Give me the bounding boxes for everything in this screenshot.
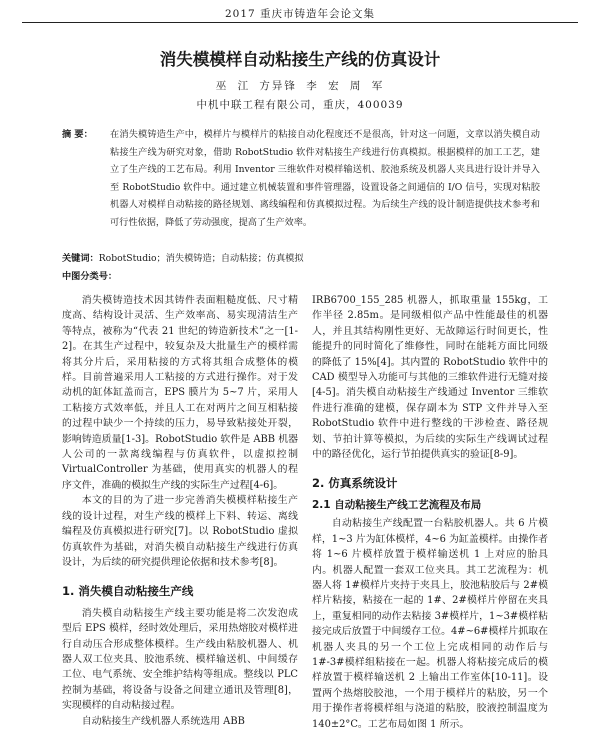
paragraph: 消失模自动粘接生产线主要功能是将二次发泡成型后 EPS 模样，经时效处理后，采用热熔胶对模样进行自动压合形成整体模样。生产线由粘胶机器人、机器人双工位夹具、胶池系统、模样输送机、中间缓存工位、电气系统、安全维护结构等组成。整线以 PLC 控制为基础，将设备与设备之间建立通讯及管理[8]，实现模样的自动粘接过程。: [62, 607, 298, 712]
abstract: [62, 126, 540, 231]
running-title: 2017 重庆市铸造年会论文集: [224, 8, 376, 20]
authors: 巫 江 方异锋 李 宏 周 军: [215, 80, 385, 92]
keywords-label: 关键词：: [62, 253, 99, 264]
paragraph: 自动粘接生产线机器人系统选用 ABB: [81, 715, 245, 727]
classification: 中图分类号：: [62, 271, 118, 282]
left-column: [62, 293, 298, 729]
abstract-label: 摘 要：: [62, 129, 93, 140]
paragraph: 本文的目的为了进一步完善消失模模样粘接生产线的设计过程，对生产线的模样上下料、转运、离线编程及仿真模拟进行研究[7]。以 RobotStudio 虚拟仿真软件为基础，对消失模自动粘接生产线进行仿真设计，为后续的研究提供理论依据和技术参考[8]。: [62, 495, 298, 568]
paragraph: 自动粘接生产线配置一台粘胶机器人。共 6 片模样，1~3 片为缸体模样，4~6 为缸盖模样。由操作者将 1~6 片模样放置于模样输送机 1 上对应的胎具内。机器人配置一套双工位夹具。其工艺流程为：机器人将 1#模样片夹持于夹具上，胶池粘胶后与 2#模样片粘接，粘接在一起的 1#、2#模样片停留在夹具上，重复相同的动作去粘接 3#模样片，1~3#模样粘接完成后放置于中间缓存工位。4#~6#模样片抓取在机器人夹具的另一个工位上完成相同的动作后与 1#-3#模样组粘接在一起。机器人将粘接完成后的模样放置于模样输送机 2 上输出工作室体[10-11]。设置两个热熔胶胶池，一个用于模样片的粘胶，另一个用于操作者将模样组与浇道的粘胶，胶液控制温度为 140±2°C。工艺布局如图 1 所示。: [312, 518, 548, 730]
paragraph: IRB6700_155_285 机器人，抓取重量 155kg，工作半径 2.85m。是同级相似产品中性能最佳的机器人，并且其结构刚性更好、无故障运行时间更长，性能提升的同时简化了维修性，同时在能耗方面比同级的降低了 15%[4]。其内置的 RobotStudio 软件中的 CAD 模型导入功能可与其他的三维软件进行无缝对接[4-5]。消失模自动粘接生产线通过 Inventor 三维软件进行准确的建模，保存副本为 STP 文件并导入至 RobotStudio 软件中进行整线的干涉检查、路径规划、节拍计算等模拟，为后续的实际生产线调试过程中的路径优化，运行节拍提供真实的验证[8-9]。: [312, 295, 548, 461]
paragraph: 消失模铸造技术因其铸件表面粗糙度低、尺寸精度高、结构设计灵活、生产效率高、易实现清洁生产等特点，被称为“代表 21 世纪的铸造新技术”之一[1-2]。在其生产过程中，较复杂及大批量生产的模样需将其分片后，采用粘接的方式将其组合成整体的模样。目前普遍采用人工粘接的方式进行操作。对于发动机的缸体缸盖而言，EPS 膜片为 5~7 片，采用人工粘接方式效率低，并且人工在对两片之间互相粘接的过程中缺少一个持续的压力，易导致粘接处开裂，影响铸造质量[1-3]。RobotStudio 软件是 ABB 机器人公司的一款离线编程与仿真软件，以虚拟控制 VirtualController 为基础，使用真实的机器人的程序文件，准确的模拟生产线的实际生产过程[4-6]。: [62, 295, 298, 491]
keywords-text: RobotStudio；消失模铸造；自动粘接；仿真模拟: [98, 253, 304, 264]
section-heading-1: 1. 消失模自动粘接生产线: [62, 584, 194, 599]
right-column: [312, 293, 548, 732]
keywords: [62, 250, 304, 264]
section-heading-2: 2. 仿真系统设计: [312, 476, 398, 491]
abstract-text: 在消失模铸造生产中，模样片与模样片的粘接自动化程度还不是很高，针对这一问题，文章以消失模自动粘接生产线为研究对象，借助 RobotStudio 软件对粘接生产线进行仿真模拟。根据模样的加工工艺，建立了生产线的工艺布局。利用 Inventor 三维软件对模样输送机、胶池系统及机器人夹具进行设计并导入至 RobotStudio 软件中。通过建立机械装置和事件管理器，设置设备之间通信的 I/O 信号，实现对粘胶机器人对模样自动粘接的路径规划、离线编程和仿真模拟过程。为后续生产线的设计制造提供技术参考和可行性依据，降低了劳动强度，提高了生产效率。: [110, 129, 540, 228]
affiliation: 中机中联工程有限公司，重庆，400039: [196, 99, 404, 111]
header-rule: [22, 22, 578, 23]
subsection-heading-2-1: 2.1 自动粘接生产线工艺流程及布局: [312, 498, 482, 511]
paper-title: 消失模模样自动粘接生产线的仿真设计: [159, 50, 441, 69]
running-header: [0, 0, 600, 24]
